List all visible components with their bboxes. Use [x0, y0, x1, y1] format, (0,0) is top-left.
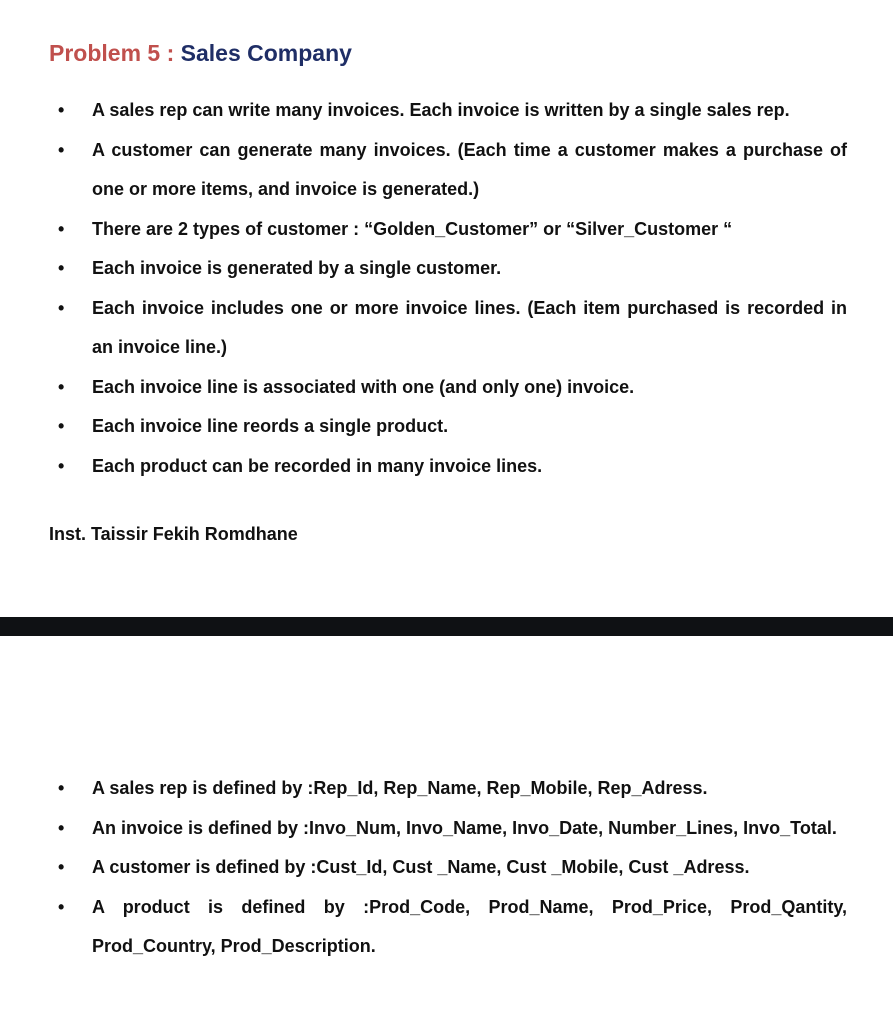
bullet-icon: • [58, 817, 65, 838]
bullet-icon: • [58, 376, 65, 397]
rule-text: A sales rep can write many invoices. Each invoice is written by a single sales rep. [92, 100, 790, 120]
problem-number: Problem 5 : [49, 40, 175, 66]
rule-text: Each invoice line is associated with one (and only one) invoice. [92, 376, 635, 397]
page-divider [0, 617, 893, 636]
definition-text: An invoice is defined by :Invo_Num, Invo_Name, Invo_Date, Number_Lines, Invo_Total. [92, 817, 837, 838]
definition-text: A sales rep is defined by :Rep_Id, Rep_Name, Rep_Mobile, Rep_Adress. [92, 778, 708, 798]
bullet-icon: • [58, 139, 65, 160]
bullet-icon: • [58, 100, 65, 120]
rule-text: Each invoice is generated by a single customer. [92, 258, 502, 278]
rule-text: There are 2 types of customer : “Golden_Customer” or “Silver_Customer “ [92, 218, 733, 239]
list-item [0, 368, 893, 408]
business-rules-list [0, 91, 893, 486]
list-item [0, 447, 893, 487]
definition-text: A product is defined by :Prod_Code, Prod_Name, Prod_Price, Prod_Qantity, Prod_Country, Prod_Description. [92, 896, 847, 956]
bullet-icon: • [58, 416, 65, 436]
bullet-icon: • [58, 218, 65, 239]
list-item [0, 289, 893, 368]
list-item [0, 91, 893, 131]
rule-text: Each invoice includes one or more invoice lines. (Each item purchased is recorded in an invoice line.) [92, 297, 847, 357]
bullet-icon: • [58, 455, 65, 476]
bullet-icon: • [58, 857, 65, 877]
list-item [0, 210, 893, 250]
page-title [49, 40, 352, 67]
bullet-icon: • [58, 896, 65, 917]
bullet-icon: • [58, 258, 65, 278]
bullet-icon: • [58, 778, 65, 798]
list-item [0, 131, 893, 210]
bullet-icon: • [58, 297, 65, 318]
list-item [0, 809, 893, 849]
rule-text: A customer can generate many invoices. (Each time a customer makes a purchase of one or more items, and invoice is generated.) [92, 139, 847, 199]
list-item [0, 249, 893, 289]
problem-name: Sales Company [180, 40, 352, 66]
definition-text: A customer is defined by :Cust_Id, Cust _Name, Cust _Mobile, Cust _Adress. [92, 857, 750, 877]
rule-text: Each invoice line reords a single product. [92, 416, 449, 436]
list-item [0, 769, 893, 809]
rule-text: Each product can be recorded in many invoice lines. [92, 455, 543, 476]
list-item [0, 407, 893, 447]
list-item [0, 848, 893, 888]
list-item [0, 888, 893, 967]
author-name: Inst. Taissir Fekih Romdhane [49, 524, 298, 544]
entity-definitions-list [0, 769, 893, 967]
